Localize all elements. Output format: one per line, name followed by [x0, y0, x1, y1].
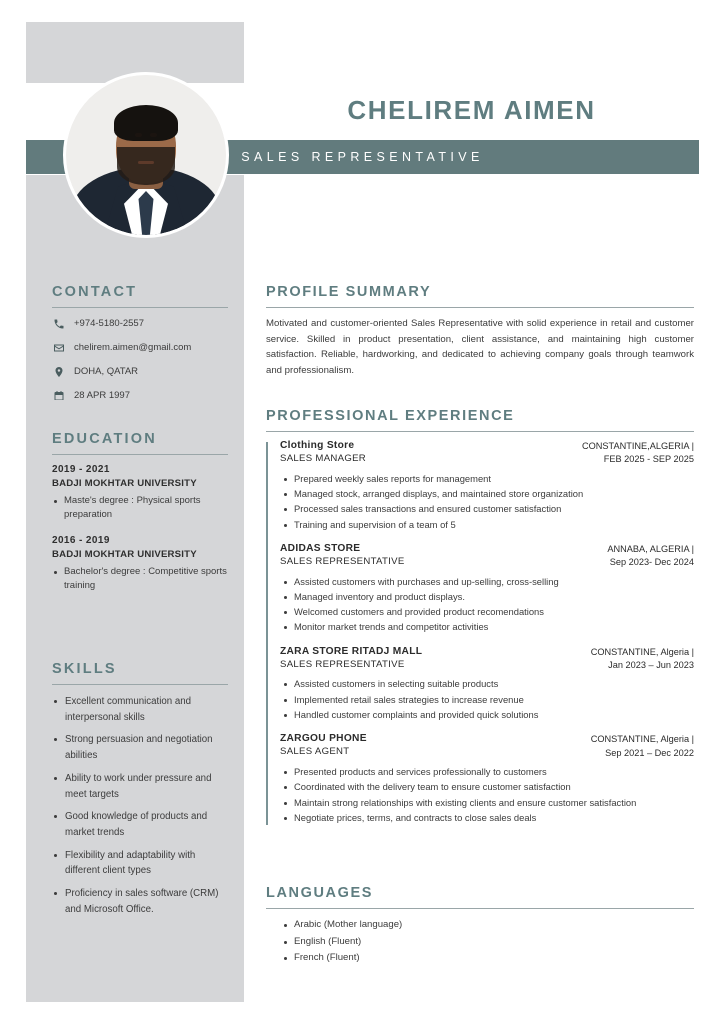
job-title: SALES REPRESENTATIVE — [241, 150, 484, 164]
contact-divider — [52, 307, 228, 308]
experience-role: SALES AGENT — [280, 746, 350, 758]
list-item: Arabic (Mother language) — [280, 917, 694, 934]
list-item: Bachelor's degree : Competitive sports training — [52, 565, 228, 594]
list-item: Ability to work under pressure and meet targets — [52, 771, 228, 802]
list-item: Excellent communication and interpersonal skills — [52, 694, 228, 725]
calendar-icon — [52, 389, 65, 402]
contact-phone-value: +974-5180-2557 — [74, 318, 144, 329]
phone-icon — [52, 317, 65, 330]
list-item: English (Fluent) — [280, 934, 694, 951]
profile-summary-section — [266, 284, 694, 378]
languages-section — [266, 885, 694, 967]
contact-location-value: DOHA, QATAR — [74, 366, 139, 377]
education-details — [52, 565, 228, 594]
experience-item — [280, 646, 694, 723]
list-item: Managed stock, arranged displays, and maintained store organization — [280, 487, 694, 501]
list-item: French (Fluent) — [280, 950, 694, 967]
experience-bullets — [280, 677, 694, 722]
contact-email — [52, 341, 228, 354]
education-divider — [52, 454, 228, 455]
list-item: Coordinated with the delivery team to ensure customer satisfaction — [280, 780, 694, 794]
experience-dates: FEB 2025 - SEP 2025 — [603, 454, 694, 465]
skills-heading: SKILLS — [52, 661, 117, 677]
experience-timeline — [266, 440, 694, 825]
list-item: Flexibility and adaptability with different client types — [52, 848, 228, 879]
list-item: Assisted customers with purchases and up-selling, cross-selling — [280, 575, 694, 589]
full-name: CHELIREM AIMEN — [347, 95, 596, 125]
education-details — [52, 494, 228, 523]
experience-heading: PROFESSIONAL EXPERIENCE — [266, 408, 515, 424]
education-years: 2019 - 2021 — [52, 464, 110, 475]
experience-location: CONSTANTINE, Algeria | — [590, 646, 694, 657]
profile-summary-divider — [266, 307, 694, 308]
experience-dates: Jan 2023 – Jun 2023 — [608, 660, 694, 671]
contact-birthdate-value: 28 APR 1997 — [74, 390, 130, 401]
list-item: Processed sales transactions and ensured customer satisfaction — [280, 502, 694, 516]
experience-role: SALES REPRESENTATIVE — [280, 658, 405, 670]
profile-photo — [66, 75, 226, 235]
email-icon — [52, 341, 65, 354]
contact-email-value: chelirem.aimen@gmail.com — [74, 342, 192, 353]
education-item — [52, 535, 228, 594]
experience-location: CONSTANTINE, Algeria | — [590, 734, 694, 745]
list-item: Training and supervision of a team of 5 — [280, 518, 694, 532]
list-item: Assisted customers in selecting suitable products — [280, 677, 694, 691]
contact-section — [52, 284, 228, 413]
name-block — [244, 83, 699, 138]
education-heading: EDUCATION — [52, 431, 157, 447]
experience-role: SALES REPRESENTATIVE — [280, 555, 405, 567]
list-item: Managed inventory and product displays. — [280, 590, 694, 604]
education-section — [52, 431, 228, 605]
location-icon — [52, 365, 65, 378]
list-item: Maste's degree : Physical sports preparation — [52, 494, 228, 523]
education-school: BADJI MOKHTAR UNIVERSITY — [52, 478, 197, 489]
list-item: Welcomed customers and provided product recomendations — [280, 605, 694, 619]
experience-company: ADIDAS STORE — [280, 542, 361, 554]
languages-heading: LANGUAGES — [266, 885, 374, 901]
profile-summary-heading: PROFILE SUMMARY — [266, 284, 432, 300]
experience-item — [280, 543, 694, 635]
list-item: Proficiency in sales software (CRM) and Microsoft Office. — [52, 886, 228, 917]
experience-divider — [266, 431, 694, 432]
experience-company: Clothing Store — [280, 440, 355, 451]
list-item: Presented products and services professionally to customers — [280, 765, 694, 779]
list-item: Good knowledge of products and market trends — [52, 809, 228, 840]
contact-birthdate — [52, 389, 228, 402]
education-years: 2016 - 2019 — [52, 534, 110, 546]
experience-dates: Sep 2021 – Dec 2022 — [605, 747, 694, 758]
contact-location — [52, 365, 228, 378]
experience-section — [266, 408, 694, 836]
experience-dates: Sep 2023- Dec 2024 — [609, 557, 694, 568]
experience-location: ANNABA, ALGERIA | — [607, 543, 694, 554]
avatar — [63, 72, 229, 238]
education-item — [52, 464, 228, 523]
list-item: Monitor market trends and competitor activities — [280, 620, 694, 634]
profile-summary-text: Motivated and customer-oriented Sales Representative with solid experience in retail and customer service. Skilled in product presentation, client assistance, and maintaining high customer satisfaction. Reliable, hardworking, and dedicated to achieving company goals through teamwork and professionalism. — [266, 318, 694, 376]
experience-role: SALES MANAGER — [280, 453, 367, 464]
skills-divider — [52, 684, 228, 685]
experience-item — [280, 440, 694, 532]
contact-heading: CONTACT — [52, 284, 138, 300]
list-item: Handled customer complaints and provided quick solutions — [280, 708, 694, 722]
contact-phone — [52, 317, 228, 330]
experience-bullets — [280, 575, 694, 635]
experience-item — [280, 733, 694, 825]
experience-location: CONSTANTINE,ALGERIA | — [582, 441, 694, 451]
experience-company: ZARA STORE RITADJ MALL — [280, 645, 423, 657]
education-school: BADJI MOKHTAR UNIVERSITY — [52, 548, 197, 560]
list-item: Strong persuasion and negotiation abilities — [52, 732, 228, 763]
languages-list — [266, 917, 694, 967]
experience-bullets — [280, 765, 694, 825]
experience-bullets — [280, 472, 694, 532]
list-item: Maintain strong relationships with existing clients and ensure customer satisfaction — [280, 796, 694, 810]
list-item: Negotiate prices, terms, and contracts to close sales deals — [280, 811, 694, 825]
experience-company: ZARGOU PHONE — [280, 733, 367, 745]
list-item: Implemented retail sales strategies to increase revenue — [280, 693, 694, 707]
skills-list — [52, 694, 228, 918]
languages-divider — [266, 908, 694, 909]
skills-section — [52, 661, 228, 925]
list-item: Prepared weekly sales reports for management — [280, 472, 694, 486]
